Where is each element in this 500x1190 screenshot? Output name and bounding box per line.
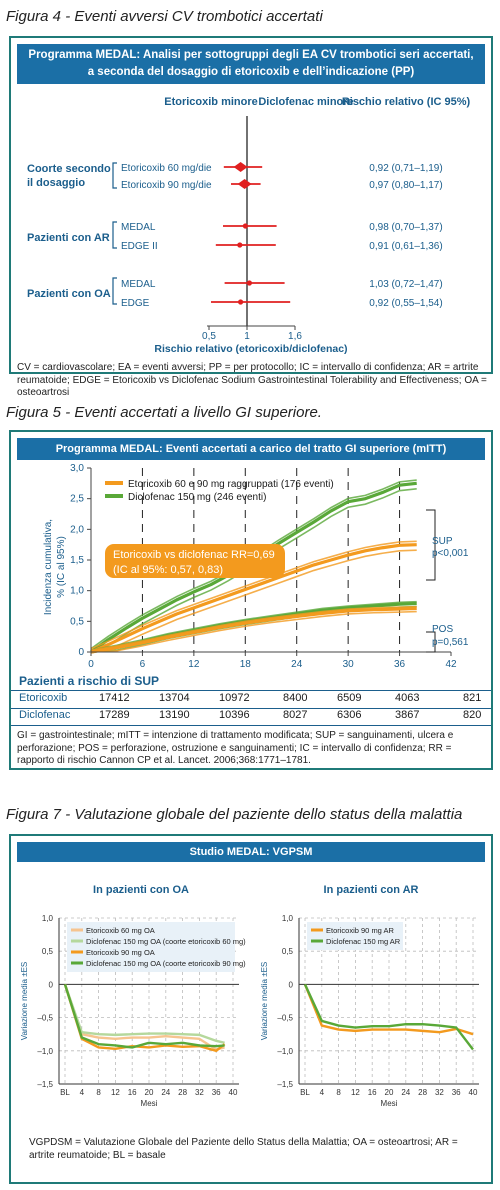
forest-plot [11, 88, 491, 348]
group-label-dosage-1: Coorte secondo [27, 163, 111, 175]
sup-pvalue: p<0,001 [432, 548, 469, 559]
risk-cell: 821 [463, 692, 482, 704]
forest-tick-1: 1 [244, 331, 250, 342]
gi-y-tick: 0,5 [70, 616, 84, 628]
forest-tick-1-6: 1,6 [288, 331, 302, 342]
vg-series-line [65, 984, 225, 1042]
vg-x-tick: 24 [161, 1088, 171, 1097]
bracket-ar [113, 222, 117, 248]
ar-chart [251, 908, 491, 1118]
risk-cell: 820 [463, 709, 482, 721]
forest-point [247, 280, 252, 285]
gi-legend [105, 479, 334, 503]
gi-x-tick: 30 [342, 659, 354, 670]
oa-panel-title: In pazienti con OA [93, 884, 189, 896]
forest-rr-value: 0,97 (0,80–1,17) [369, 180, 443, 191]
vg-y-tick: 0 [48, 980, 53, 990]
vg-x-tick: 12 [350, 1088, 360, 1097]
vg-y-tick: –1,0 [37, 1046, 53, 1056]
gi-legend-label: Etoricoxib 60 e 90 mg raggruppati (176 eventi) [128, 479, 334, 490]
gi-y-tick: 3,0 [70, 463, 84, 474]
vg-x-tick: 28 [178, 1088, 188, 1097]
figure-7-caption: VGPDSM = Valutazione Globale del Paziente dello Status della Malattia; OA = osteoartrosi; AR = artrite reumatoide; BL = basale [29, 1137, 458, 1161]
gi-x-tick: 18 [239, 659, 251, 670]
figure-4-title: Figura 4 - Eventi avversi CV trombotici accertati [6, 8, 323, 25]
vg-x-tick: 12 [110, 1088, 120, 1097]
figure-7-panel [9, 834, 493, 1184]
group-label-dosage-2: il dosaggio [27, 177, 86, 189]
gi-x-tick: 36 [394, 659, 406, 670]
risk-cell: 3867 [395, 709, 420, 721]
vg-x-tick: 36 [451, 1088, 461, 1097]
forest-tick-0-5: 0,5 [202, 331, 216, 342]
forest-row-label: Etoricoxib 60 mg/die [121, 163, 212, 174]
vg-legend-label: Diclofenac 150 mg OA (coorte etoricoxib 90 mg) [86, 959, 246, 968]
gi-y-label-2: % (IC al 95%) [56, 536, 67, 598]
risk-row-diclofenac [11, 708, 491, 726]
col-header-rr: Rischio relativo (IC 95%) [341, 96, 471, 108]
vg-legend-label: Etoricoxib 60 mg OA [86, 926, 155, 935]
risk-cell: 10396 [219, 709, 250, 721]
bracket-oa [113, 278, 117, 304]
forest-axis-label: Rischio relativo (etoricoxib/diclofenac) [154, 343, 348, 355]
forest-point-diamond [234, 162, 248, 172]
vg-x-tick: 28 [418, 1088, 428, 1097]
forest-row-label: MEDAL [121, 222, 156, 233]
gi-y-tick: 0 [78, 647, 84, 658]
vg-x-tick: 8 [336, 1088, 341, 1097]
gi-legend-label: Diclofenac 150 mg (246 eventi) [128, 492, 267, 503]
figure-4-header [17, 44, 485, 84]
figure-5-header: Programma MEDAL: Eventi accertati a carico del tratto GI superiore (mITT) [17, 438, 485, 460]
col-header-etoricoxib: Etoricoxib minore [164, 96, 258, 108]
vg-y-tick: 0,5 [281, 947, 293, 957]
vg-y-tick: 1,0 [281, 914, 293, 923]
forest-point [237, 242, 242, 247]
ar-panel-title: In pazienti con AR [323, 884, 419, 896]
risk-cell: 8027 [283, 709, 308, 721]
vg-x-tick: BL [60, 1088, 70, 1097]
vg-y-label: Variazione media ±ES [260, 961, 269, 1041]
vg-x-tick: 32 [194, 1088, 204, 1097]
figure-4-caption: CV = cardiovascolare; EA = eventi avversi; PP = per protocollo; IC = intervallo di confidenza; AR = artrite reumatoide; EDGE = Etoricoxib vs Diclofenac Sodium Gastrointestinal Tolerability and Effectiveness; OA = osteoartrosi [17, 362, 487, 398]
figure-5-panel [9, 430, 493, 770]
gi-y-tick: 2,5 [70, 493, 84, 505]
vg-x-tick: 20 [384, 1088, 394, 1097]
forest-rr-value: 0,91 (0,61–1,36) [369, 241, 443, 252]
vg-x-label: Mesi [380, 1099, 398, 1108]
gi-x-tick: 12 [188, 659, 200, 670]
sup-label: SUP [432, 536, 453, 547]
pos-label: POS [432, 624, 454, 635]
forest-row-label: EDGE II [121, 241, 158, 252]
figure-7-header: Studio MEDAL: VGPSM [17, 842, 485, 862]
risk-row-name: Etoricoxib [19, 692, 68, 704]
gi-x-tick: 6 [139, 659, 146, 670]
forest-rr-value: 0,98 (0,70–1,37) [369, 222, 443, 233]
vg-x-tick: 16 [367, 1088, 377, 1097]
forest-rr-value: 0,92 (0,55–1,54) [369, 298, 443, 309]
vg-y-tick: –0,5 [277, 1013, 293, 1023]
rr-callout-line1: Etoricoxib vs diclofenac RR=0,69 [113, 549, 275, 561]
vg-x-tick: 40 [468, 1088, 478, 1097]
rr-callout-line2: (IC al 95%: 0,57, 0,83) [113, 564, 224, 576]
risk-cell: 10972 [219, 692, 250, 704]
figure-4-panel [9, 36, 493, 398]
risk-row-etoricoxib [11, 690, 491, 709]
risk-cell: 6509 [337, 692, 362, 704]
risk-cell: 13190 [159, 709, 190, 721]
vg-x-tick: 16 [127, 1088, 137, 1097]
risk-cell: 4063 [395, 692, 420, 704]
risk-cell: 17412 [99, 692, 130, 704]
vg-x-tick: 8 [96, 1088, 101, 1097]
vg-y-label: Variazione media ±ES [20, 961, 29, 1041]
figure-4-header-line2: a seconda del dosaggio di etoricoxib e dell’indicazione (PP) [87, 66, 415, 78]
vg-y-tick: 0,5 [41, 947, 53, 957]
forest-point-diamond [238, 179, 252, 189]
gi-y-tick: 1,5 [70, 555, 84, 566]
figure-7-title: Figura 7 - Valutazione globale del paziente dello status della malattia [6, 806, 463, 823]
vg-x-tick: 32 [434, 1088, 444, 1097]
vg-x-tick: 20 [144, 1088, 154, 1097]
risk-cell: 6306 [337, 709, 362, 721]
vg-x-label: Mesi [140, 1099, 158, 1108]
vg-x-tick: 4 [319, 1088, 325, 1097]
forest-point [243, 223, 248, 228]
gi-x-tick: 0 [88, 659, 94, 670]
vg-y-tick: –1,5 [37, 1080, 53, 1089]
vg-x-tick: 36 [211, 1088, 221, 1097]
vg-y-tick: –1,0 [277, 1046, 293, 1056]
col-header-diclofenac: Diclofenac minore [258, 96, 354, 108]
gi-x-tick: 42 [445, 659, 457, 670]
figure-5-title: Figura 5 - Eventi accertati a livello GI superiore. [6, 404, 322, 421]
vg-x-tick: 24 [401, 1088, 411, 1097]
vg-x-tick: 40 [228, 1088, 238, 1097]
pos-pvalue: p=0,561 [432, 637, 469, 648]
figure-5-caption: GI = gastrointestinale; mITT = intenzione di trattamento modificata; SUP = sanguinamenti, ulcera e perforazione; POS = perforazione, ostruzione e sanguinamenti; IC = intervallo di confidenza; RR = rapporto di rischio Cannon CP et al. Lancet. 2006;368:1771–1781. [17, 730, 454, 766]
vg-legend-label: Diclofenac 150 mg AR [326, 937, 401, 946]
vg-x-tick: BL [300, 1088, 310, 1097]
forest-rr-value: 1,03 (0,72–1,47) [369, 279, 443, 290]
forest-row-label: EDGE [121, 298, 150, 309]
vg-y-tick: 1,0 [41, 914, 53, 923]
risk-cell: 17289 [99, 709, 130, 721]
group-label-oa: Pazienti con OA [27, 288, 111, 300]
risk-table-title: Pazienti a rischio di SUP [19, 674, 160, 688]
vg-y-tick: 0 [288, 980, 293, 990]
risk-cell: 13704 [159, 692, 190, 704]
forest-row-label: Etoricoxib 90 mg/die [121, 180, 212, 191]
gi-y-tick: 2,0 [70, 524, 84, 536]
oa-chart [11, 908, 251, 1118]
forest-row-label: MEDAL [121, 279, 156, 290]
forest-point [238, 299, 243, 304]
vg-y-tick: –1,5 [277, 1080, 293, 1089]
figure-4-header-line1: Programma MEDAL: Analisi per sottogruppi degli EA CV trombotici seri accertati, [28, 49, 474, 61]
vg-legend-label: Etoricoxib 90 mg OA [86, 948, 155, 957]
vg-x-tick: 4 [79, 1088, 85, 1097]
gi-y-tick: 1,0 [70, 585, 84, 597]
vg-legend-label: Diclofenac 150 mg OA (coorte etoricoxib 60 mg) [86, 937, 246, 946]
vg-legend-label: Etoricoxib 90 mg AR [326, 926, 394, 935]
gi-y-label-1: Incidenza cumulativa, [43, 518, 54, 616]
gi-events-chart [11, 462, 491, 692]
risk-row-name: Diclofenac [19, 709, 71, 721]
bracket-dosage [113, 163, 117, 188]
vg-y-tick: –0,5 [37, 1013, 53, 1023]
forest-rr-value: 0,92 (0,71–1,19) [369, 163, 443, 174]
group-label-ar: Pazienti con AR [27, 232, 110, 244]
gi-x-tick: 24 [291, 659, 303, 670]
risk-cell: 8400 [283, 692, 308, 704]
